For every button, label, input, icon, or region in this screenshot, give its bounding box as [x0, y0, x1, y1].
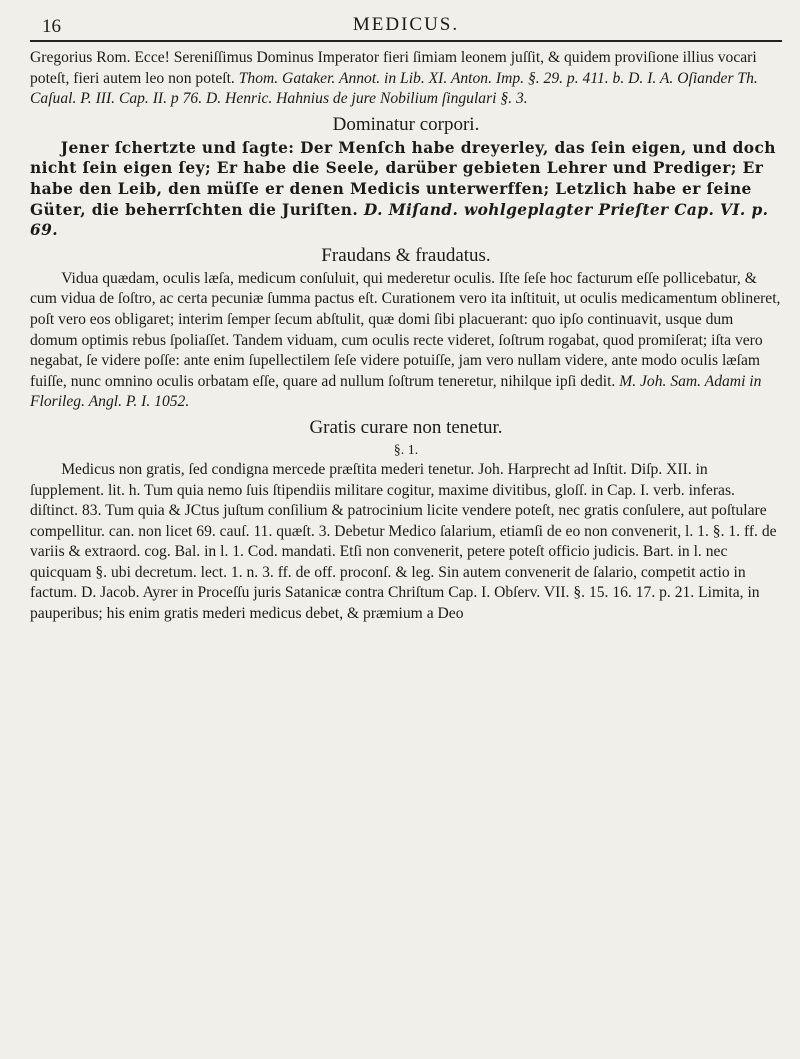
paragraph-text: Jener ſchertzte und ſagte: Der Menſch habe dreyerley, das ſein eigen, und doch nicht ſein eigen ſey; Er habe die Seele, darüber gebieten Lehrer und Prediger; Er habe den Leib, den müſſe er denen Medicis unterwerffen; Letzlich habe er ſeine Güter, die beherrſchten die Juriſten.: [30, 138, 776, 219]
citation: D. Miſand. wohlgeplagter Prieſter Cap. VI. p. 69.: [30, 200, 769, 240]
section-heading: Gratis curare non tenetur.: [309, 416, 503, 438]
paragraph-german: [30, 138, 782, 241]
page-body: [30, 48, 782, 627]
section-heading: Dominatur corpori.: [332, 113, 480, 135]
page-number: 16: [42, 16, 61, 37]
section-heading: Fraudans & fraudatus.: [321, 244, 491, 266]
paragraph-text: Gregorius Rom. Ecce! Sereniſſimus Dominus Imperator fieri ſimiam leonem juſſit, & quidem proviſione illius vocari poteſt, fieri autem leo non poteſt.: [30, 49, 757, 87]
citation: Thom. Gataker. Annot. in Lib. XI. Anton. Imp. §. 29. p. 411. b. D. I. A. Oſiander Th. Caſual. P. III. Cap. II. p 76. D. Henric. Hahnius de jure Nobilium ſingulari §. 3.: [30, 69, 758, 108]
paragraph-medicus: [30, 460, 782, 625]
book-page: [30, 10, 782, 1050]
citation: M. Joh. Sam. Adami in Florileg. Angl. P. I. 1052.: [30, 372, 762, 411]
header-rule: [30, 40, 782, 42]
paragraph-text: Medicus non gratis, ſed condigna mercede præſtita mederi tenetur. Joh. Harprecht ad Inſtit. Diſp. XII. in ſupplement. lit. h. Tum quia nemo ſuis ſtipendiis militare cogitur, maxime divitibus, gloſſ. in Cap. I. verb. inferas. diſtinct. 83. Tum quia & JCtus juſtum conſilium & patrocinium licite vendere poteſt, nec gratis conſulere, aut poſtulare compellitur. can. non licet 69. cauſ. 11. quæſt. 3. Debetur Medico ſalarium, etiamſi de eo non convenerit, l. 1. §. 1. ff. de variis & extraord. cog. Bal. in l. 1. Cod. mandati. Etſi non convenerit, petere poteſt officio judicis. Bart. in l. nec quicquam §. ubi decretum. lect. 1. n. 3. ff. de off. proconſ. & leg. Sin autem convenerit de ſalario, competit actio in factum. D. Jacob. Ayrer in Proceſſu juris Satanicæ contra Chriſtum Cap. I. Obſerv. VII. §. 15. 16. 17. p. 21. Limita, in pauperibus; his enim gratis mederi medicus debet, & præmium a Deo: [30, 460, 777, 623]
page-header: [30, 10, 782, 40]
running-title: MEDICUS.: [352, 14, 460, 35]
paragraph-vidua: [30, 269, 782, 413]
paragraph-gregorius: [30, 48, 782, 110]
paragraph-text: Vidua quædam, oculis læſa, medicum conſuluit, qui mederetur oculis. Iſte ſeſe hoc facturum eſſe pollicebatur, & cum vidua de ſoſtro, ac certa pecuniæ ſumma pactus eſt. Curationem vero ita inſtituit, ut oculis medicamentum oblineret, poſt vero eos obligaret; interim ſemper ſecum abſtulit, quæ domi ſibi placuerant: quo ipſo continuavit, usque dum domum optimis rebus ſpoliaſſet. Tandem viduam, cum oculis recte videret, ſoſtrum rogabat, quod promiſerat; iſta vero negabat, ſe videre poſſe: ante enim ſupellectilem ſeſe videre potuiſſe, jam vero nullam videre, ante modo oculis læſam fuiſſe, nunc omnino oculis orbatam eſſe, quare ad nullum ſoſtrum teneretur, nihilque ipſi dedit.: [30, 269, 781, 390]
section-number: §. 1.: [393, 442, 419, 458]
